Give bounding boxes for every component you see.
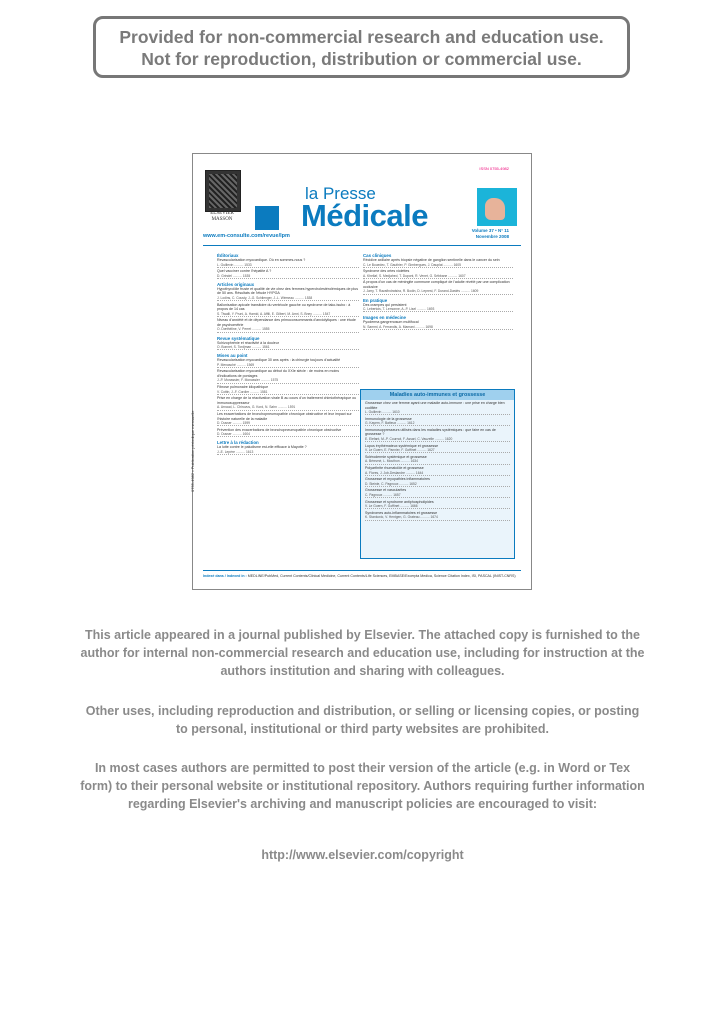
dossier-entry-authors: L. Guillevin .......... 1610 (365, 410, 510, 415)
indexed-label: Indexé dans / Indexed in : (203, 574, 247, 578)
dossier-entry-authors: C. Pagnoux .......... 1657 (365, 493, 510, 498)
issn: ISSN 0755-4982 (479, 166, 509, 171)
dossier-entry-authors: A. Flores, J. Job-Deslandre .......... 1644 (365, 471, 510, 476)
elsevier-tree-logo-icon (205, 170, 241, 212)
info-paragraph-2: Other uses, including reproduction and distribution, or selling or licensing copies, or posting to personal, institutional or third party websites are prohibited. (85, 704, 640, 736)
dossier-entry-title: Lupus érythémateux systémique et grossesse (365, 443, 439, 448)
toc-entry-title: Quel vacciner contre l'hépatite A ? (217, 269, 272, 274)
toc-entry-authors: J. Jarry, T. Razafindratsira, R. Bodin, D. Leprest, F. Durand-Dastès .......... 1609 (363, 289, 513, 294)
dossier-entry-authors: E. Elefant, M.-P. Cournot, F. Assari, C. Vauzelle .......... 1620 (365, 437, 510, 442)
toc-entry-authors: J.-P. Monassier, F. Monassier .......... 1575 (217, 378, 359, 383)
toc-section-heading: Cas cliniques (363, 253, 392, 258)
toc-entry-title: Prise en charge de la réactivation virale B au cours d'un traitement chimiothérapique ou immunosuppresseur (217, 396, 357, 405)
dossier-title: Maladies auto-immunes et grossesse (361, 390, 514, 400)
toc-entry-title: La lutte contre le paludisme est-elle efficace à Mayotte ? (217, 445, 307, 450)
banner-line-2: Not for reproduction, distribution or commercial use. (141, 49, 582, 69)
dossier-entry-authors: D. Steinle, C. Pagnoux .......... 1652 (365, 482, 510, 487)
toc-entry-authors: A. Khellaf, S. Medjahed, T. Dupont, R. Venet, G. Sébbane .......... 1607 (363, 274, 513, 279)
dossier-entry-title: Grossesse chez une femme ayant une maladie auto-immune : une prise en charge bien codifiée (365, 401, 505, 410)
toc-entry-authors: D. Grindel .......... 1535 (217, 274, 359, 279)
dossier-entry-authors: G. Kayem, F. Batteux .......... 1612 (365, 421, 510, 426)
toc-entry-authors: D. Dusser .......... 1604 (217, 432, 359, 437)
toc-section-heading: Articles originaux (217, 281, 255, 287)
dossier-entry-title: Immunologie de la grossesse (365, 416, 412, 421)
usage-banner (93, 16, 630, 78)
toc-entry-authors: L. Guillevin .......... 1533 (217, 263, 359, 268)
toc-entry-authors: S. Tiwalli, Y. Pruni, A. Hamid, A. Affili, E. Gilbert, M. Amri, S. Bney .......... 1547 (217, 312, 359, 317)
journal-url: www.em-consulte.com/revue/lpm (203, 233, 290, 239)
info-paragraph-1: This article appeared in a journal published by Elsevier. The attached copy is furnished to the author for internal non-commercial research and education use, including for instruction at the authors institution and sharing with colleagues. (80, 628, 645, 678)
dossier-entry-authors: V. Le Guern, E. Pannier, F. Goffinet .......... 1627 (365, 448, 510, 453)
toc-entry-title: Schizophrénie et réactivité à la douleur (217, 340, 279, 345)
toc-section-heading: Mises au point (217, 353, 248, 359)
journal-title-medicale: Médicale (301, 198, 428, 233)
banner-line-1: Provided for non-commercial research and education use. (119, 27, 604, 47)
toc-entry-authors: D. Dusser .......... 1599 (217, 421, 359, 426)
toc-entry-title: Revascularisation myocardique. Où en sommes-nous ? (217, 258, 306, 262)
toc-entry-title: Les exacerbations de bronchopneumopathie chronique obstructive et leur impact sur l'histoire naturelle de la maladie (217, 412, 352, 421)
toc-section-heading: Éditoriaux (217, 253, 239, 258)
toc-entry-authors: C. Lebertois, T. Lemonne, A.-P. Lisel .......... 1693 (363, 307, 513, 312)
copyright-link[interactable]: http://www.elsevier.com/copyright (261, 848, 464, 862)
toc-entry-title: Fibrose pulmonaire idiopathique (217, 385, 269, 390)
toc-section-heading: Revue systématique (217, 335, 260, 341)
toc-section-heading: En pratique (363, 297, 388, 303)
blue-square-decoration (255, 206, 279, 230)
toc-entry-title: À propos d'un cas de méningite commune compliqué de l'adulte révélé par une complication occlusive (363, 280, 510, 289)
toc-entry-authors: V. Cottin, J.-F. Cordier .......... 1581 (217, 390, 359, 395)
dossier-items (361, 400, 514, 523)
toc-entry-title: Revascularisation myocardique au début du XXIe siècle : de moins en moins d'indications de pontages (217, 369, 340, 378)
toc-entry-title: Des crampes qui persistent (363, 302, 407, 307)
side-text: 0755-4982 • Publication périodique mensuelle (190, 410, 195, 492)
dossier-entry-authors: K. Stankovic, V. Hentgen, G. Grateau .......... 1674 (365, 515, 510, 520)
volume-number: Volume 37 • N° 11 (471, 228, 509, 233)
dossier-entry-authors: V. Le Guern, F. Goffinet .......... 1666 (365, 504, 510, 509)
toc-entry-title: Pyoderma gangrenosum multifocal (363, 320, 419, 325)
toc-entry-authors: O. Bonnet, S. Tordjman .......... 1561 (217, 345, 359, 350)
publisher-name: ELSEVIER MASSON (210, 211, 234, 222)
featured-dossier-box (360, 389, 515, 559)
toc-entry-title: Récidive axillaire après biopsie négative de ganglion sentinelle dans le cancer du sein (363, 258, 500, 262)
toc-entry-authors: J. Lodins, C. Cousty, J.-G. Schlienger, J.-L. Wémeau .......... 1538 (217, 296, 359, 301)
toc-entry-title: Syndrome des ortes violettes (363, 269, 410, 274)
toc-entry-authors: J.-E. Lepère .......... 1613 (217, 450, 359, 455)
indexed-text: MEDLINE/PubMed, Current Contents/Clinical Medicine, Current Contents/Life Sciences, EMBASE/Excerpta Medica, Science Citation Index, ISI, PASCAL (INIST-CNRS) (247, 574, 516, 578)
indexed-info (203, 574, 516, 578)
footer-divider (203, 570, 521, 571)
dossier-entry-title: Grossesse et syndrome antiphospholipides (365, 499, 434, 504)
dossier-entry-title: Grossesse et vascularites (365, 488, 407, 493)
dossier-entry-title: Sclérodermie systémique et grossesse (365, 454, 427, 459)
toc-entry-title: Ballonisation apicale transitoire du ventricule gauche ou syndrome de tako-tsubo : à propos de 14 cas (217, 302, 351, 312)
toc-entry-title: Prévention des exacerbations de bronchopneumopathie chronique obstructive (217, 427, 342, 432)
cover-hand-image (477, 188, 517, 226)
dossier-entry-title: Grossesse et myopathies inflammatoires (365, 477, 430, 482)
dossier-entry-authors: A. Bérezné, L. Mouthon .......... 1634 (365, 459, 510, 464)
dossier-entry-title: Polyarthrite rhumatoïde et grossesse (365, 466, 424, 471)
toc-entry-title: Niveau d'anxiété et de dépendance des primoconsommants d'anxiolytiques : une étude de psychométrie (217, 318, 356, 327)
issue-date: Novembre 2008 (475, 233, 509, 239)
journal-cover (192, 153, 532, 590)
toc-entry-authors: A. Arnaud, L. Chiruvus, G. Kord, N. Sahn .......... 1591 (217, 405, 359, 410)
toc-entry-title: Hypothyroïdie fruste et qualité de vie chez des femmes hypercholestérolémiques de plus de 50 ans. Résultats de l'étude HYPGA (217, 286, 359, 296)
dossier-entry-title: Syndromes auto-inflammatoires et grossesse (365, 510, 438, 515)
journal-title-la-presse: la Presse (305, 184, 376, 203)
volume-info (472, 228, 509, 239)
toc-entry-title: Revascularisation myocardique 30 ans après : la chirurgie toujours d'actualité (217, 358, 341, 363)
toc-section-heading: Lettre à la rédaction (217, 440, 259, 446)
toc-entry-authors: C. Le Bouedec, T. Gauthier, P. Gimbergues, J. Dauplat .......... 1605 (363, 263, 513, 268)
toc-entry-authors: P. Menasché .......... 1569 (217, 363, 359, 368)
toc-right-column (363, 250, 513, 332)
dossier-entry-title: Immunosuppresseurs utilisés dans les maladies systémiques : que faire en cas de grossesse ? (365, 427, 496, 437)
toc-entry-authors: N. Sammi, A. Ferrandis, A. Mamani .......... 1698 (363, 325, 513, 330)
info-paragraph-3: In most cases authors are permitted to post their version of the article (e.g. in Word or Tex form) to their personal website or institutional repository. Authors requiring further information regarding Elsevier's archiving and manuscript policies are encouraged to visit: (80, 761, 645, 811)
toc-entry-authors: O. Dœthéline, V. Perret .......... 1555 (217, 327, 359, 332)
header-divider (203, 245, 521, 246)
toc-left-column (217, 250, 359, 457)
toc-section-heading: Images en médecine (363, 315, 406, 321)
